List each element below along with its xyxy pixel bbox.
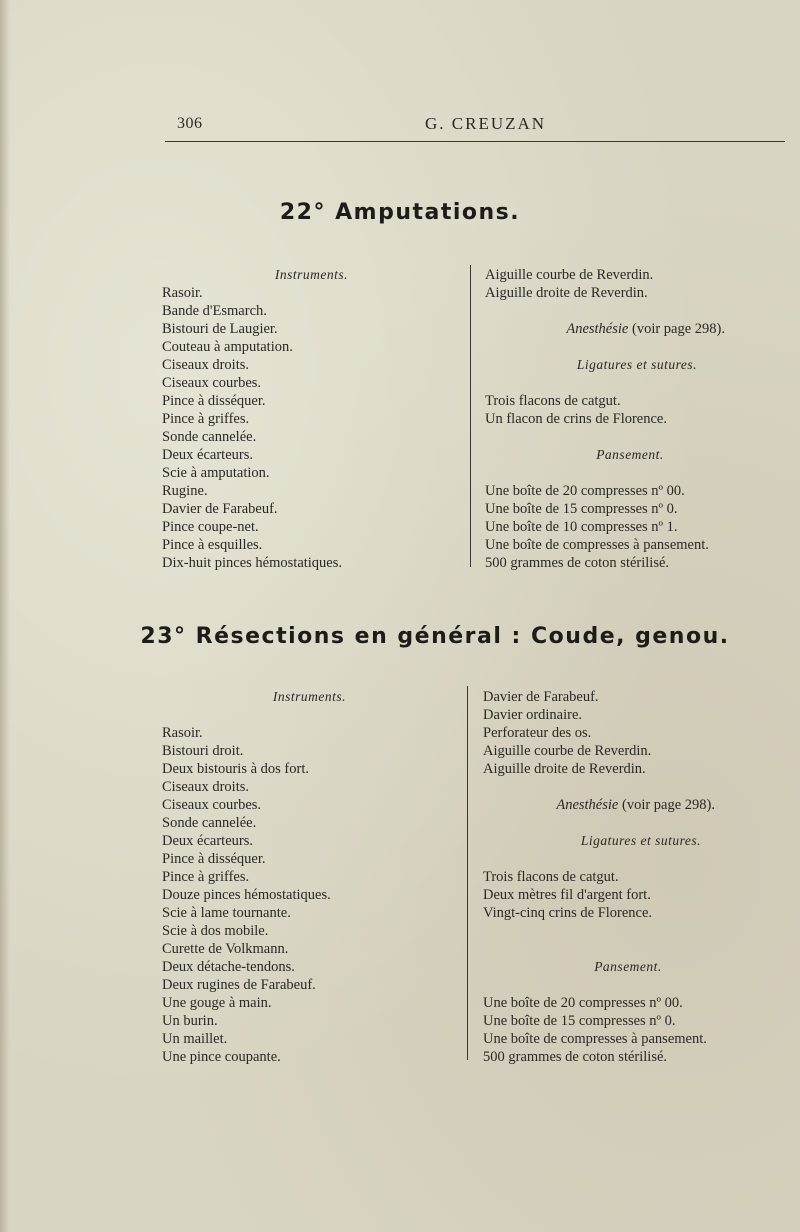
list-item: Une boîte de 10 compresses nº 1. xyxy=(485,519,678,535)
list-item: Ciseaux droits. xyxy=(162,779,249,795)
list-item: Vingt-cinq crins de Florence. xyxy=(483,905,653,921)
list-item: Scie à dos mobile. xyxy=(162,923,269,939)
list-item: Un burin. xyxy=(162,1013,218,1029)
list-item: Bande d'Esmarch. xyxy=(162,303,267,319)
list-item: Rasoir. xyxy=(162,285,203,301)
header-rule xyxy=(165,141,785,142)
column-divider xyxy=(467,686,468,1060)
list-item: Deux écarteurs. xyxy=(162,833,253,849)
list-item: Davier ordinaire. xyxy=(483,707,583,723)
list-item: Pince à griffes. xyxy=(162,411,250,427)
list-item: Deux rugines de Farabeuf. xyxy=(162,977,316,993)
list-item: Pince coupe-net. xyxy=(162,519,259,535)
list-item: Une boîte de compresses à pansement. xyxy=(483,1031,707,1047)
section-22-instruments xyxy=(162,266,462,572)
list-item: Couteau à amputation. xyxy=(162,339,293,355)
list-item: Une boîte de 20 compresses nº 00. xyxy=(485,483,685,499)
column-divider xyxy=(470,265,471,567)
anesthesie-line xyxy=(483,796,753,814)
list-item: Pince à disséquer. xyxy=(162,393,266,409)
list-item: Bistouri de Laugier. xyxy=(162,321,278,337)
list-item: Ciseaux courbes. xyxy=(162,797,262,813)
anesthesie-label: Anesthésie xyxy=(556,797,619,813)
list-item: Deux détache-tendons. xyxy=(162,959,295,975)
list-item: Une pince coupante. xyxy=(162,1049,281,1065)
anesthesie-label: Anesthésie xyxy=(566,321,629,337)
list-item: Curette de Volkmann. xyxy=(162,941,289,957)
instruments-heading: Instruments. xyxy=(274,267,348,282)
list-item: Pince à disséquer. xyxy=(162,851,266,867)
list-item: Sonde cannelée. xyxy=(162,815,257,831)
anesthesie-reference: (voir page 298). xyxy=(631,321,725,337)
list-item: Pince à esquilles. xyxy=(162,537,263,553)
section-23-title: 23° Résections en général : Coude, genou. xyxy=(140,624,730,649)
list-item: Dix-huit pinces hémostatiques. xyxy=(162,555,343,571)
pansement-heading: Pansement. xyxy=(594,959,662,974)
list-item: Aiguille droite de Reverdin. xyxy=(483,761,646,777)
ligatures-heading: Ligatures et sutures. xyxy=(580,833,701,848)
list-item: Un maillet. xyxy=(162,1031,228,1047)
pansement-heading: Pansement. xyxy=(596,447,664,462)
list-item: Scie à amputation. xyxy=(162,465,270,481)
list-item: Deux bistouris à dos fort. xyxy=(162,761,309,777)
section-23-supplies xyxy=(483,688,753,1066)
list-item: Rugine. xyxy=(162,483,208,499)
list-item: 500 grammes de coton stérilisé. xyxy=(485,555,670,571)
list-item: Un flacon de crins de Florence. xyxy=(485,411,667,427)
list-item: Une gouge à main. xyxy=(162,995,272,1011)
list-item: Bistouri droit. xyxy=(162,743,244,759)
instrument-list xyxy=(162,724,462,1066)
list-item: Rasoir. xyxy=(162,725,203,741)
ligatures-heading: Ligatures et sutures. xyxy=(576,357,697,372)
list-item: Ciseaux courbes. xyxy=(162,375,262,391)
section-22-supplies xyxy=(485,266,755,572)
section-22-title: 22° Amputations. xyxy=(279,200,521,225)
anesthesie-reference: (voir page 298). xyxy=(621,797,715,813)
running-head xyxy=(165,112,785,142)
page-edge-shadow xyxy=(0,0,10,1232)
list-item: Une boîte de compresses à pansement. xyxy=(485,537,709,553)
list-item: Scie à lame tournante. xyxy=(162,905,291,921)
list-item: Davier de Farabeuf. xyxy=(162,501,278,517)
list-item: Aiguille courbe de Reverdin. xyxy=(485,267,654,283)
list-item: Trois flacons de catgut. xyxy=(485,393,621,409)
section-23-instruments xyxy=(162,688,462,1066)
list-item: Une boîte de 15 compresses nº 0. xyxy=(483,1013,676,1029)
instruments-heading: Instruments. xyxy=(272,689,346,704)
list-item: Aiguille courbe de Reverdin. xyxy=(483,743,652,759)
list-item: Une boîte de 15 compresses nº 0. xyxy=(485,501,678,517)
list-item: 500 grammes de coton stérilisé. xyxy=(483,1049,668,1065)
list-item: Pince à griffes. xyxy=(162,869,250,885)
list-item: Davier de Farabeuf. xyxy=(483,689,599,705)
list-item: Trois flacons de catgut. xyxy=(483,869,619,885)
instrument-list xyxy=(162,284,462,572)
list-item: Deux écarteurs. xyxy=(162,447,253,463)
list-item: Ciseaux droits. xyxy=(162,357,249,373)
list-item: Aiguille droite de Reverdin. xyxy=(485,285,648,301)
list-item: Sonde cannelée. xyxy=(162,429,257,445)
page-number: 306 xyxy=(177,115,203,132)
running-title: G. CREUZAN xyxy=(425,114,547,133)
list-item: Perforateur des os. xyxy=(483,725,592,741)
list-item: Douze pinces hémostatiques. xyxy=(162,887,331,903)
list-item: Deux mètres fil d'argent fort. xyxy=(483,887,651,903)
anesthesie-line xyxy=(485,320,755,338)
list-item: Une boîte de 20 compresses nº 00. xyxy=(483,995,683,1011)
